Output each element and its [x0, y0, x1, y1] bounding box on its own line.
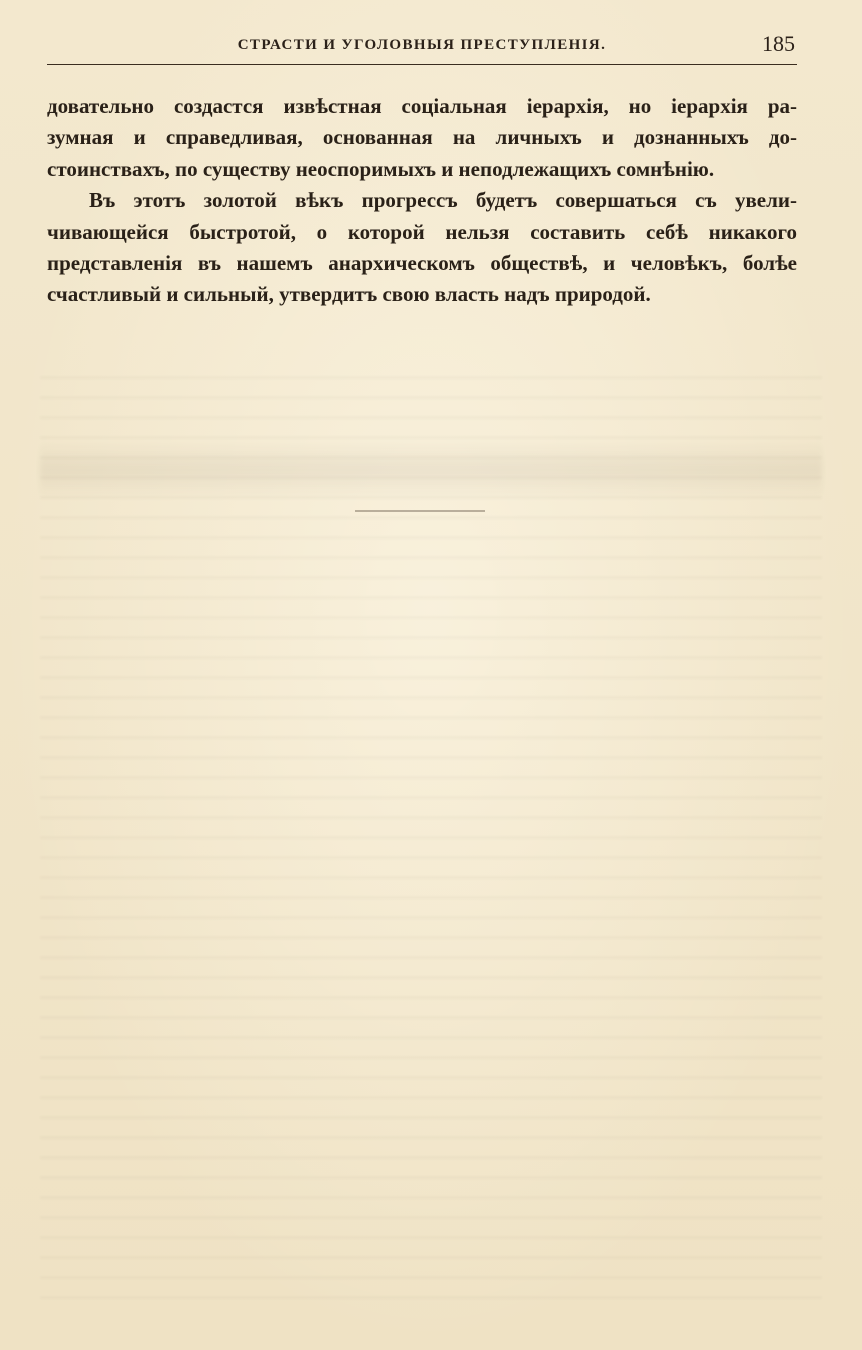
- page-number: 185: [762, 31, 795, 56]
- text-line: зумная и справедливая, основанная на личныхъ и дознанныхъ до-: [47, 125, 797, 150]
- bleed-through-heading: [40, 440, 822, 500]
- text-line: чивающейся быстротой, о которой нельзя составить себѣ никакого: [47, 219, 797, 244]
- bleed-through-rule: [355, 510, 485, 512]
- paragraph-first-line: Въ этотъ золотой вѣкъ прогрессъ будетъ совершаться съ увели-: [89, 188, 797, 213]
- text-line: представленія въ нашемъ анархическомъ обществѣ, и человѣкъ, болѣе: [47, 250, 797, 275]
- running-header: [47, 30, 797, 65]
- text-line: довательно создастся извѣстная соціальная іерархія, но іерархія ра-: [47, 94, 797, 118]
- text-line: стоинствахъ, по существу неоспоримыхъ и неподлежащихъ сомнѣнію.: [47, 156, 715, 181]
- body-text: [47, 91, 797, 311]
- bleed-through-text: [40, 360, 822, 1300]
- text-line: счастливый и сильный, утвердитъ свою власть надъ природой.: [47, 282, 651, 307]
- running-title: СТРАСТИ И УГОЛОВНЫЯ ПРЕСТУПЛЕНІЯ.: [237, 37, 607, 53]
